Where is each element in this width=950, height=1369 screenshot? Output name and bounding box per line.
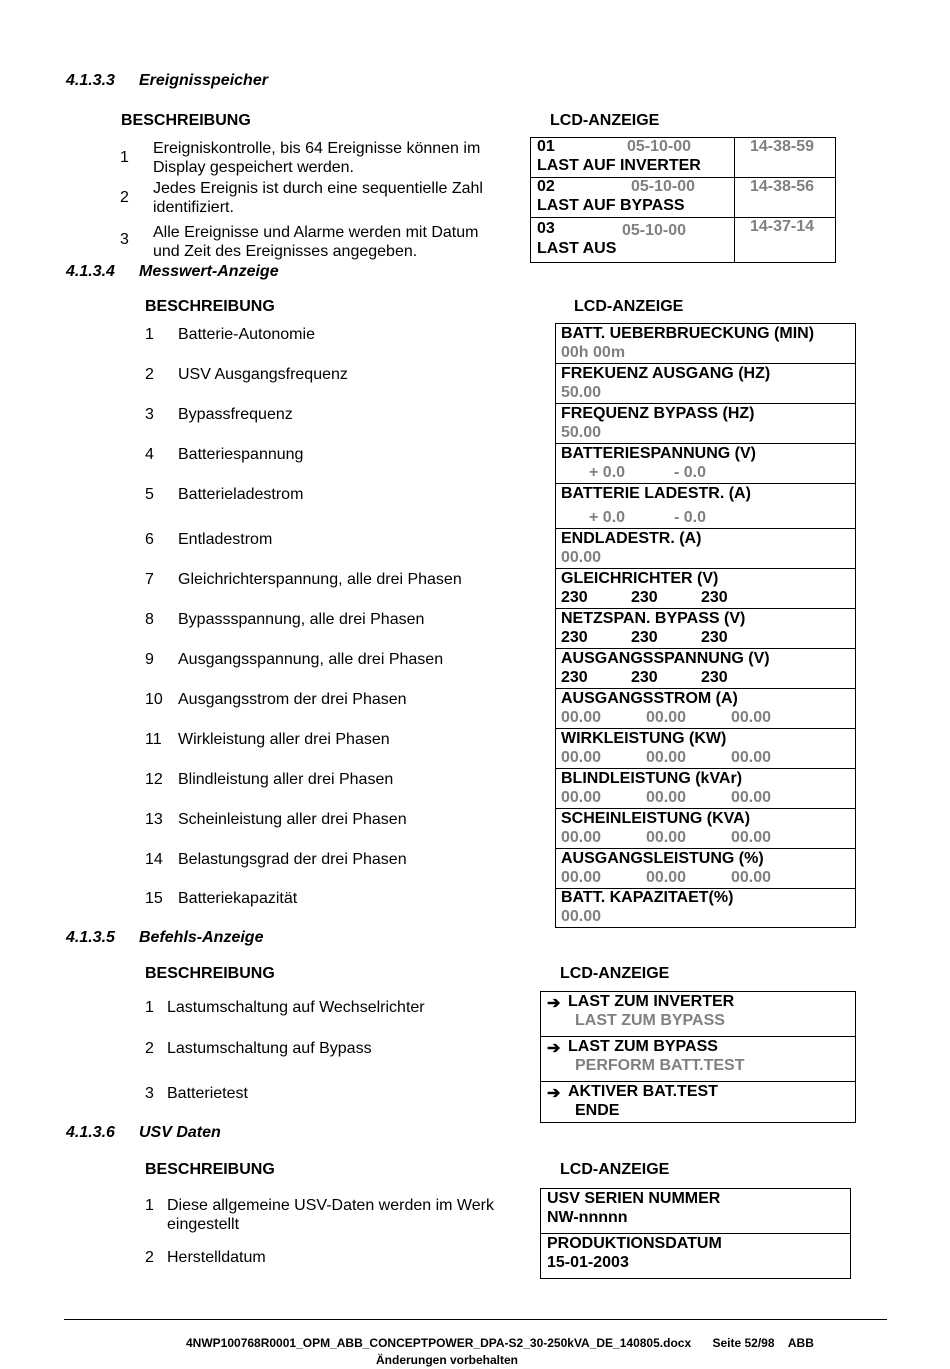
list-item: 2 (145, 366, 154, 383)
list-item: 1 (145, 1197, 154, 1214)
lcd-row: BATTERIESPANNUNG (V) + 0.0 - 0.0 (556, 444, 855, 484)
lcd-row: BATTERIE LADESTR. (A) + 0.0 - 0.0 (556, 484, 855, 529)
lcd-row: FREQUENZ BYPASS (HZ) 50.00 (556, 404, 855, 444)
list-item: 11 (145, 731, 162, 748)
lcd-row: AUSGANGSSPANNUNG (V) 230 230 230 (556, 649, 855, 689)
column-heading-lcd: LCD-ANZEIGE (560, 965, 670, 982)
section-heading-messwert: 4.1.3.4 Messwert-Anzeige (66, 263, 279, 280)
list-item: 15 (145, 890, 163, 907)
list-item: 9 (145, 651, 154, 668)
list-item: 3 (145, 1085, 154, 1102)
list-item-text: Lastumschaltung auf Bypass (167, 1040, 372, 1057)
lcd-row: FREKUENZ AUSGANG (HZ) 50.00 (556, 364, 855, 404)
list-item: 2 (145, 1040, 154, 1057)
list-item-text: Batteriespannung (178, 446, 304, 463)
list-item-text: Wirkleistung aller drei Phasen (178, 731, 390, 748)
footer-note: Änderungen vorbehalten (376, 1353, 519, 1367)
list-item: 2 (145, 1249, 154, 1266)
list-item: 12 (145, 771, 163, 788)
footer-divider (64, 1319, 887, 1320)
item-text: Jedes Ereignis ist durch eine sequentielle Zahl identifiziert. (153, 180, 483, 216)
column-heading-description: BESCHREIBUNG (121, 112, 251, 129)
item-number: 2 (120, 189, 129, 206)
list-item-text: Bypassspannung, alle drei Phasen (178, 611, 425, 628)
list-item: 1 (145, 326, 154, 343)
section-heading-befehls: 4.1.3.5 Befehls-Anzeige (66, 929, 264, 946)
arrow-right-icon: ➔ (547, 1040, 561, 1057)
list-item-text: Scheinleistung aller drei Phasen (178, 811, 407, 828)
arrow-right-icon: ➔ (547, 1085, 561, 1102)
list-item: 1 (145, 999, 154, 1016)
item-number: 1 (120, 149, 129, 166)
footer-document-name: 4NWP100768R0001_OPM_ABB_CONCEPTPOWER_DPA-S2_30-250kVA_DE_140805.docx (186, 1336, 692, 1350)
list-item-text: Gleichrichterspannung, alle drei Phasen (178, 571, 462, 588)
lcd-row: GLEICHRICHTER (V) 230 230 230 (556, 569, 855, 609)
column-heading-description: BESCHREIBUNG (145, 965, 275, 982)
list-item: 5 (145, 486, 154, 503)
arrow-right-icon: ➔ (547, 995, 561, 1012)
list-item: 6 (145, 531, 154, 548)
list-item: 14 (145, 851, 163, 868)
list-item: 13 (145, 811, 163, 828)
event-row: 02 05-10-00 14-38-56 LAST AUF BYPASS (531, 178, 835, 218)
column-heading-lcd: LCD-ANZEIGE (550, 112, 660, 129)
list-item-text: Entladestrom (178, 531, 273, 548)
lcd-row: ➔ LAST ZUM BYPASS PERFORM BATT.TEST (541, 1037, 855, 1082)
list-item-text: Diese allgemeine USV-Daten werden im Werk eingestellt (167, 1197, 494, 1233)
list-item: 3 (145, 406, 154, 423)
list-item-text: Belastungsgrad der drei Phasen (178, 851, 407, 868)
lcd-row: BATT. UEBERBRUECKUNG (MIN) 00h 00m (556, 324, 855, 364)
list-item-text: Blindleistung aller drei Phasen (178, 771, 394, 788)
list-item: 10 (145, 691, 163, 708)
list-item-text: Lastumschaltung auf Wechselrichter (167, 999, 425, 1016)
column-heading-lcd: LCD-ANZEIGE (560, 1161, 670, 1178)
event-log-display (530, 137, 836, 263)
ups-data-display (540, 1188, 851, 1279)
lcd-row: ➔ AKTIVER BAT.TEST ENDE (547, 1083, 718, 1119)
event-row: 03 05-10-00 14-37-14 LAST AUS (537, 218, 815, 257)
footer-brand: ABB (787, 1336, 814, 1350)
list-item-text: USV Ausgangsfrequenz (178, 366, 348, 383)
lcd-row: AUSGANGSLEISTUNG (%) 00.00 00.00 00.00 (556, 849, 855, 889)
list-item-text: Bypassfrequenz (178, 406, 293, 423)
list-item: 7 (145, 571, 154, 588)
column-heading-lcd: LCD-ANZEIGE (574, 298, 684, 315)
measurement-display (555, 323, 856, 928)
lcd-row: NETZSPAN. BYPASS (V) 230 230 230 (556, 609, 855, 649)
item-text: Alle Ereignisse und Alarme werden mit Datum und Zeit des Ereignisses angegeben. (153, 224, 479, 260)
list-item: 4 (145, 446, 154, 463)
list-item-text: Batterieladestrom (178, 486, 304, 503)
lcd-row: BLINDLEISTUNG (kVAr) 00.00 00.00 00.00 (556, 769, 855, 809)
lcd-row: WIRKLEISTUNG (KW) 00.00 00.00 00.00 (556, 729, 855, 769)
item-number: 3 (120, 231, 129, 248)
section-heading-ereignisspeicher: 4.1.3.3 Ereignisspeicher (66, 72, 268, 89)
lcd-row: PRODUKTIONSDATUM 15-01-2003 (547, 1235, 722, 1271)
lcd-row: BATT. KAPAZITAET(%) 00.00 (561, 889, 734, 925)
column-heading-description: BESCHREIBUNG (145, 1161, 275, 1178)
list-item-text: Herstelldatum (167, 1249, 266, 1266)
lcd-row: ➔ LAST ZUM INVERTER LAST ZUM BYPASS (541, 992, 855, 1037)
lcd-row: ENDLADESTR. (A) 00.00 (556, 529, 855, 569)
footer-page-number: Seite 52/98 (712, 1336, 775, 1350)
event-row: 01 05-10-00 14-38-59 LAST AUF INVERTER (531, 138, 835, 178)
lcd-row: USV SERIEN NUMMER NW-nnnnn (541, 1189, 850, 1234)
list-item: 8 (145, 611, 154, 628)
list-item-text: Batterie-Autonomie (178, 326, 315, 343)
footer-line (186, 1336, 814, 1350)
list-item-text: Ausgangsstrom der drei Phasen (178, 691, 407, 708)
section-heading-usv-daten: 4.1.3.6 USV Daten (66, 1124, 221, 1141)
lcd-row: SCHEINLEISTUNG (KVA) 00.00 00.00 00.00 (556, 809, 855, 849)
item-text: Ereigniskontrolle, bis 64 Ereignisse können im Display gespeichert werden. (153, 140, 481, 176)
lcd-row: AUSGANGSSTROM (A) 00.00 00.00 00.00 (556, 689, 855, 729)
list-item-text: Batteriekapazität (178, 890, 298, 907)
command-display (540, 991, 856, 1123)
list-item-text: Batterietest (167, 1085, 248, 1102)
list-item-text: Ausgangsspannung, alle drei Phasen (178, 651, 444, 668)
column-heading-description: BESCHREIBUNG (145, 298, 275, 315)
